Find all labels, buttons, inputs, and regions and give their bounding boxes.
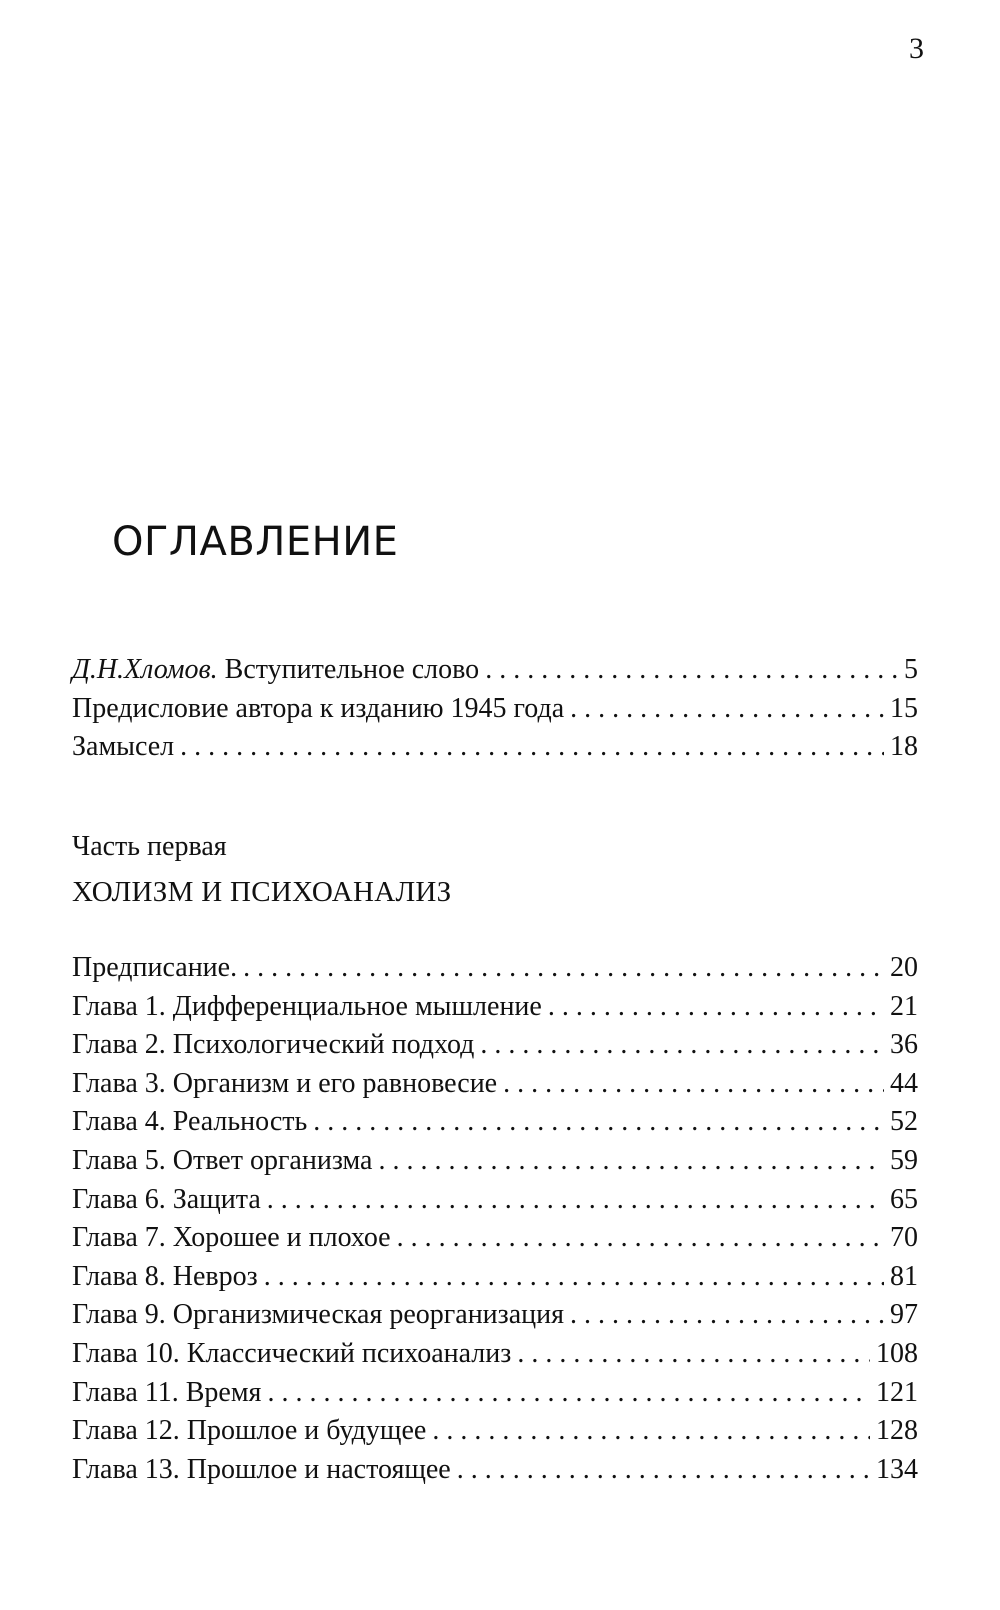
- front-matter-list: [72, 651, 918, 767]
- toc-entry[interactable]: [72, 1335, 918, 1374]
- toc-entry-label: [72, 651, 479, 690]
- toc-entry-page: 108: [876, 1337, 918, 1369]
- toc-entry-label: Глава 5. Ответ организма: [72, 1144, 373, 1176]
- part-one-chapter-list: [72, 949, 918, 1489]
- toc-entry-page: 65: [890, 1183, 918, 1215]
- toc-entry-page: 36: [890, 1029, 918, 1061]
- dot-leader: [313, 1103, 884, 1142]
- toc-entry-page: 21: [890, 990, 918, 1022]
- toc-entry-label: Глава 10. Классический психоанализ: [72, 1337, 512, 1369]
- toc-entry[interactable]: [72, 1296, 918, 1335]
- dot-leader: [548, 988, 884, 1027]
- dot-leader: [480, 1026, 884, 1065]
- toc-entry-page: 44: [890, 1067, 918, 1099]
- part-label: Часть первая: [72, 831, 227, 862]
- toc-entry[interactable]: [72, 988, 918, 1027]
- toc-entry-page: 97: [890, 1299, 918, 1331]
- toc-entry[interactable]: [72, 1258, 918, 1297]
- toc-entry-label: Глава 12. Прошлое и будущее: [72, 1415, 427, 1447]
- toc-entry-author: Д.Н.Хломов.: [72, 654, 218, 685]
- toc-entry-author-preface[interactable]: [72, 690, 918, 729]
- toc-entry-page: 59: [890, 1144, 918, 1176]
- toc-entry-label: Предписание.: [72, 952, 238, 983]
- dot-leader: [517, 1335, 870, 1374]
- dot-leader: [267, 1374, 870, 1413]
- toc-entry-label: Глава 13. Прошлое и настоящее: [72, 1453, 451, 1485]
- toc-entry-label: Глава 11. Время: [72, 1376, 262, 1408]
- dot-leader: [570, 690, 884, 729]
- dot-leader: [457, 1451, 870, 1490]
- toc-entry[interactable]: [72, 949, 918, 988]
- toc-entry[interactable]: [72, 1451, 918, 1490]
- toc-entry-page: 15: [890, 692, 918, 724]
- toc-entry-page: 18: [890, 731, 918, 763]
- toc-entry-label: Замысел: [72, 731, 175, 763]
- toc-entry-page: 52: [890, 1106, 918, 1138]
- dot-leader: [570, 1296, 884, 1335]
- dot-leader: [397, 1219, 884, 1258]
- dot-leader: [503, 1065, 884, 1104]
- toc-entry-label: Глава 2. Психологический подход: [72, 1029, 475, 1061]
- page-number: 3: [909, 32, 924, 65]
- toc-entry[interactable]: [72, 1181, 918, 1220]
- toc-entry-introduction[interactable]: [72, 651, 918, 690]
- dot-leader: [485, 651, 898, 690]
- toc-entry-label: Предисловие автора к изданию 1945 года: [72, 692, 565, 724]
- toc-entry-page: 134: [876, 1453, 918, 1485]
- part-title: ХОЛИЗМ И ПСИХОАНАЛИЗ: [72, 876, 452, 908]
- toc-entry[interactable]: [72, 1103, 918, 1142]
- toc-entry-label: Глава 8. Невроз: [72, 1260, 258, 1292]
- dot-leader: [243, 949, 884, 988]
- toc-entry[interactable]: [72, 1142, 918, 1181]
- toc-entry[interactable]: [72, 1026, 918, 1065]
- toc-entry-page: 5: [904, 654, 918, 685]
- toc-entry-label: Глава 7. Хорошее и плохое: [72, 1222, 391, 1254]
- toc-entry-label: Глава 4. Реальность: [72, 1106, 308, 1138]
- toc-entry[interactable]: [72, 1219, 918, 1258]
- dot-leader: [432, 1412, 870, 1451]
- toc-entry-page: 81: [890, 1260, 918, 1292]
- toc-entry-label: Глава 9. Организмическая реорганизация: [72, 1299, 564, 1331]
- toc-entry-title: Вступительное слово: [217, 654, 480, 685]
- toc-entry-intent[interactable]: [72, 728, 918, 767]
- dot-leader: [180, 728, 884, 767]
- dot-leader: [378, 1142, 884, 1181]
- toc-entry-label: Глава 6. Защита: [72, 1183, 261, 1215]
- dot-leader: [264, 1258, 884, 1297]
- toc-entry-label: Глава 1. Дифференциальное мышление: [72, 990, 542, 1022]
- toc-entry[interactable]: [72, 1065, 918, 1104]
- page-title: ОГЛАВЛЕНИЕ: [112, 519, 399, 565]
- toc-entry[interactable]: [72, 1412, 918, 1451]
- toc-entry[interactable]: [72, 1374, 918, 1413]
- toc-entry-page: 121: [876, 1376, 918, 1408]
- dot-leader: [267, 1181, 884, 1220]
- toc-entry-page: 70: [890, 1222, 918, 1254]
- toc-entry-page: 128: [876, 1415, 918, 1447]
- toc-entry-page: 20: [890, 952, 918, 983]
- toc-entry-label: Глава 3. Организм и его равновесие: [72, 1067, 498, 1099]
